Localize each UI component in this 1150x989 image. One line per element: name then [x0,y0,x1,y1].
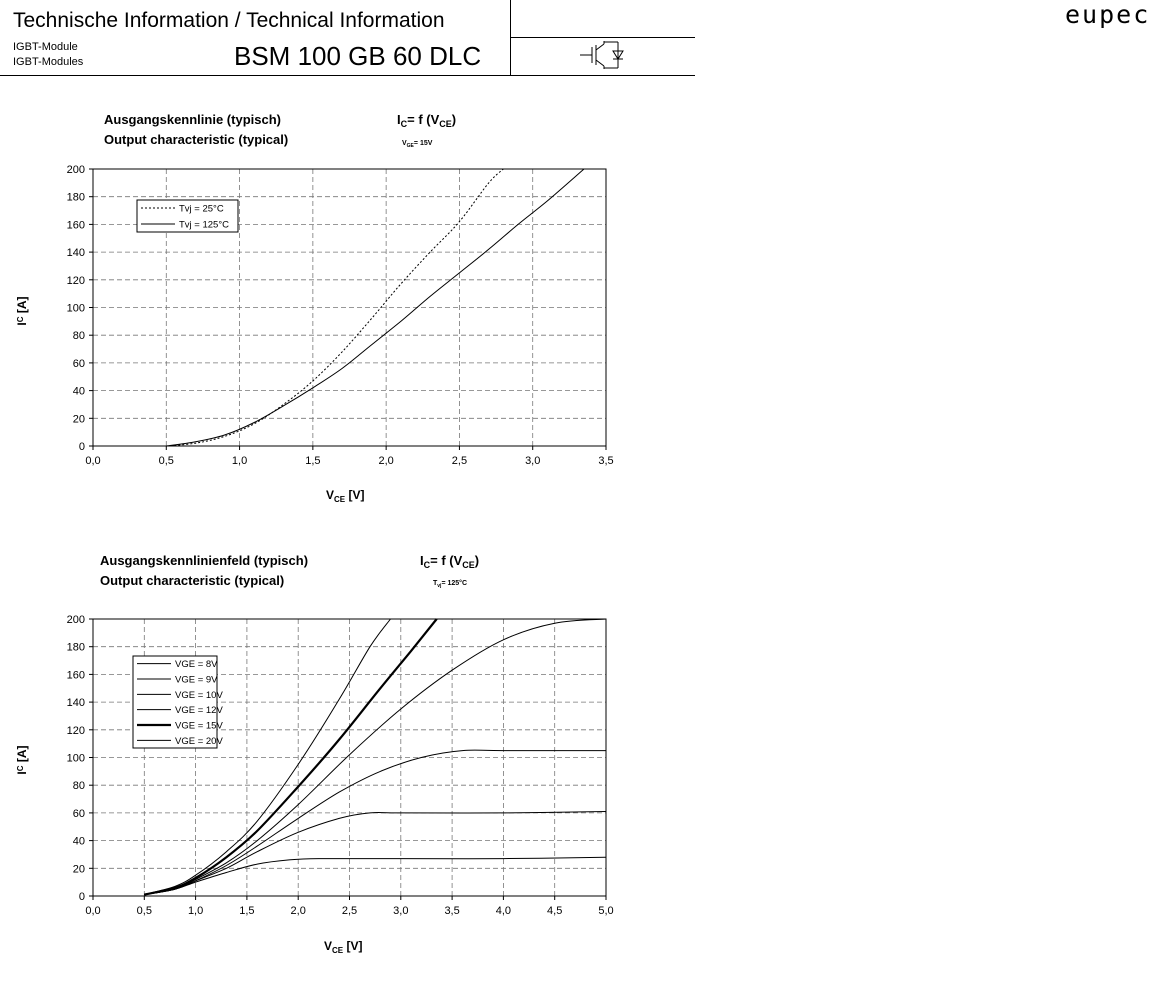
chart2-title-en: Output characteristic (typical) [100,573,285,588]
chart1-condition: $V_{GE}= 15V$ [402,140,433,149]
x-tick-label: 3,0 [393,905,409,917]
chart1-formula: $I_C= f$ $(V_{CE})$ [397,112,457,129]
chart1-title-en: Output characteristic (typical) [104,132,289,147]
y-tick-label: 140 [66,247,85,260]
x-tick-label: 0,0 [85,455,101,467]
legend-label: VGE = 20V [175,735,223,747]
header-subtitle-en: IGBT-Modules [13,56,84,68]
y-tick-label: 20 [72,863,85,876]
chart1-ylabel: $I^C$ [A] [15,296,29,326]
header-subtitle-de: IGBT-Module [13,41,78,53]
y-tick-label: 160 [66,669,85,682]
chart2-xlabel: $V_{CE}$ [V] [324,939,363,955]
y-tick-label: 80 [72,780,85,793]
x-tick-label: 3,0 [525,455,541,467]
y-tick-label: 20 [72,413,85,426]
legend-label: VGE = 15V [175,720,223,732]
chart2-ylabel: $I^C$ [A] [15,745,29,775]
y-tick-label: 140 [66,697,85,710]
chart1-title-de: Ausgangskennlinie (typisch) [104,112,281,127]
x-tick-label: 3,5 [598,455,614,467]
y-tick-label: 80 [72,330,85,343]
chart2-formula: $I_C= f$ $(V_{CE})$ [420,553,480,570]
y-tick-label: 60 [72,807,85,820]
y-tick-label: 200 [66,164,85,176]
y-tick-label: 0 [78,891,85,903]
part-number: BSM 100 GB 60 DLC [234,41,482,71]
y-tick-label: 160 [66,219,85,232]
y-tick-label: 40 [72,835,85,848]
header-title: Technische Information / Technical Information [13,9,445,32]
series-line-2 [144,812,606,895]
chart2-condition: $T_{vj}= 125^\circ C$ [433,580,468,589]
y-tick-label: 120 [66,274,85,287]
x-tick-label: 0,5 [136,905,152,917]
legend-label: Tvj = 25°C [179,203,224,215]
y-tick-label: 200 [66,614,85,626]
y-tick-label: 100 [66,302,85,315]
chart2-legend [133,656,223,748]
x-tick-label: 2,0 [290,905,306,917]
x-tick-label: 0,0 [85,905,101,917]
x-tick-label: 2,5 [451,455,468,467]
x-tick-label: 5,0 [598,905,614,917]
x-tick-label: 4,0 [495,905,512,917]
y-tick-label: 180 [66,191,85,204]
x-tick-label: 1,0 [231,455,248,467]
y-tick-label: 0 [78,441,85,453]
eupec-logo: eupec [1065,0,1150,29]
y-tick-label: 120 [66,724,85,737]
y-tick-label: 100 [66,752,85,765]
legend-label: VGE = 8V [175,659,218,671]
legend-label: VGE = 10V [175,689,223,701]
x-tick-label: 2,5 [341,905,358,917]
x-tick-label: 0,5 [158,455,174,467]
y-tick-label: 60 [72,357,85,370]
x-tick-label: 1,0 [187,905,204,917]
x-tick-label: 4,5 [547,905,563,917]
series-line-3 [144,750,606,895]
chart1-xlabel: $V_{CE}$ [V] [326,488,365,504]
chart2-title-de: Ausgangskennlinienfeld (typisch) [100,553,309,568]
legend-label: VGE = 12V [175,705,223,717]
y-tick-label: 180 [66,641,85,654]
legend-label: VGE = 9V [175,674,218,686]
x-tick-label: 1,5 [305,455,321,467]
legend-label: Tvj = 125°C [179,219,230,231]
y-tick-label: 40 [72,385,85,398]
x-tick-label: 2,0 [378,455,394,467]
x-tick-label: 3,5 [444,905,460,917]
x-tick-label: 1,5 [239,905,255,917]
